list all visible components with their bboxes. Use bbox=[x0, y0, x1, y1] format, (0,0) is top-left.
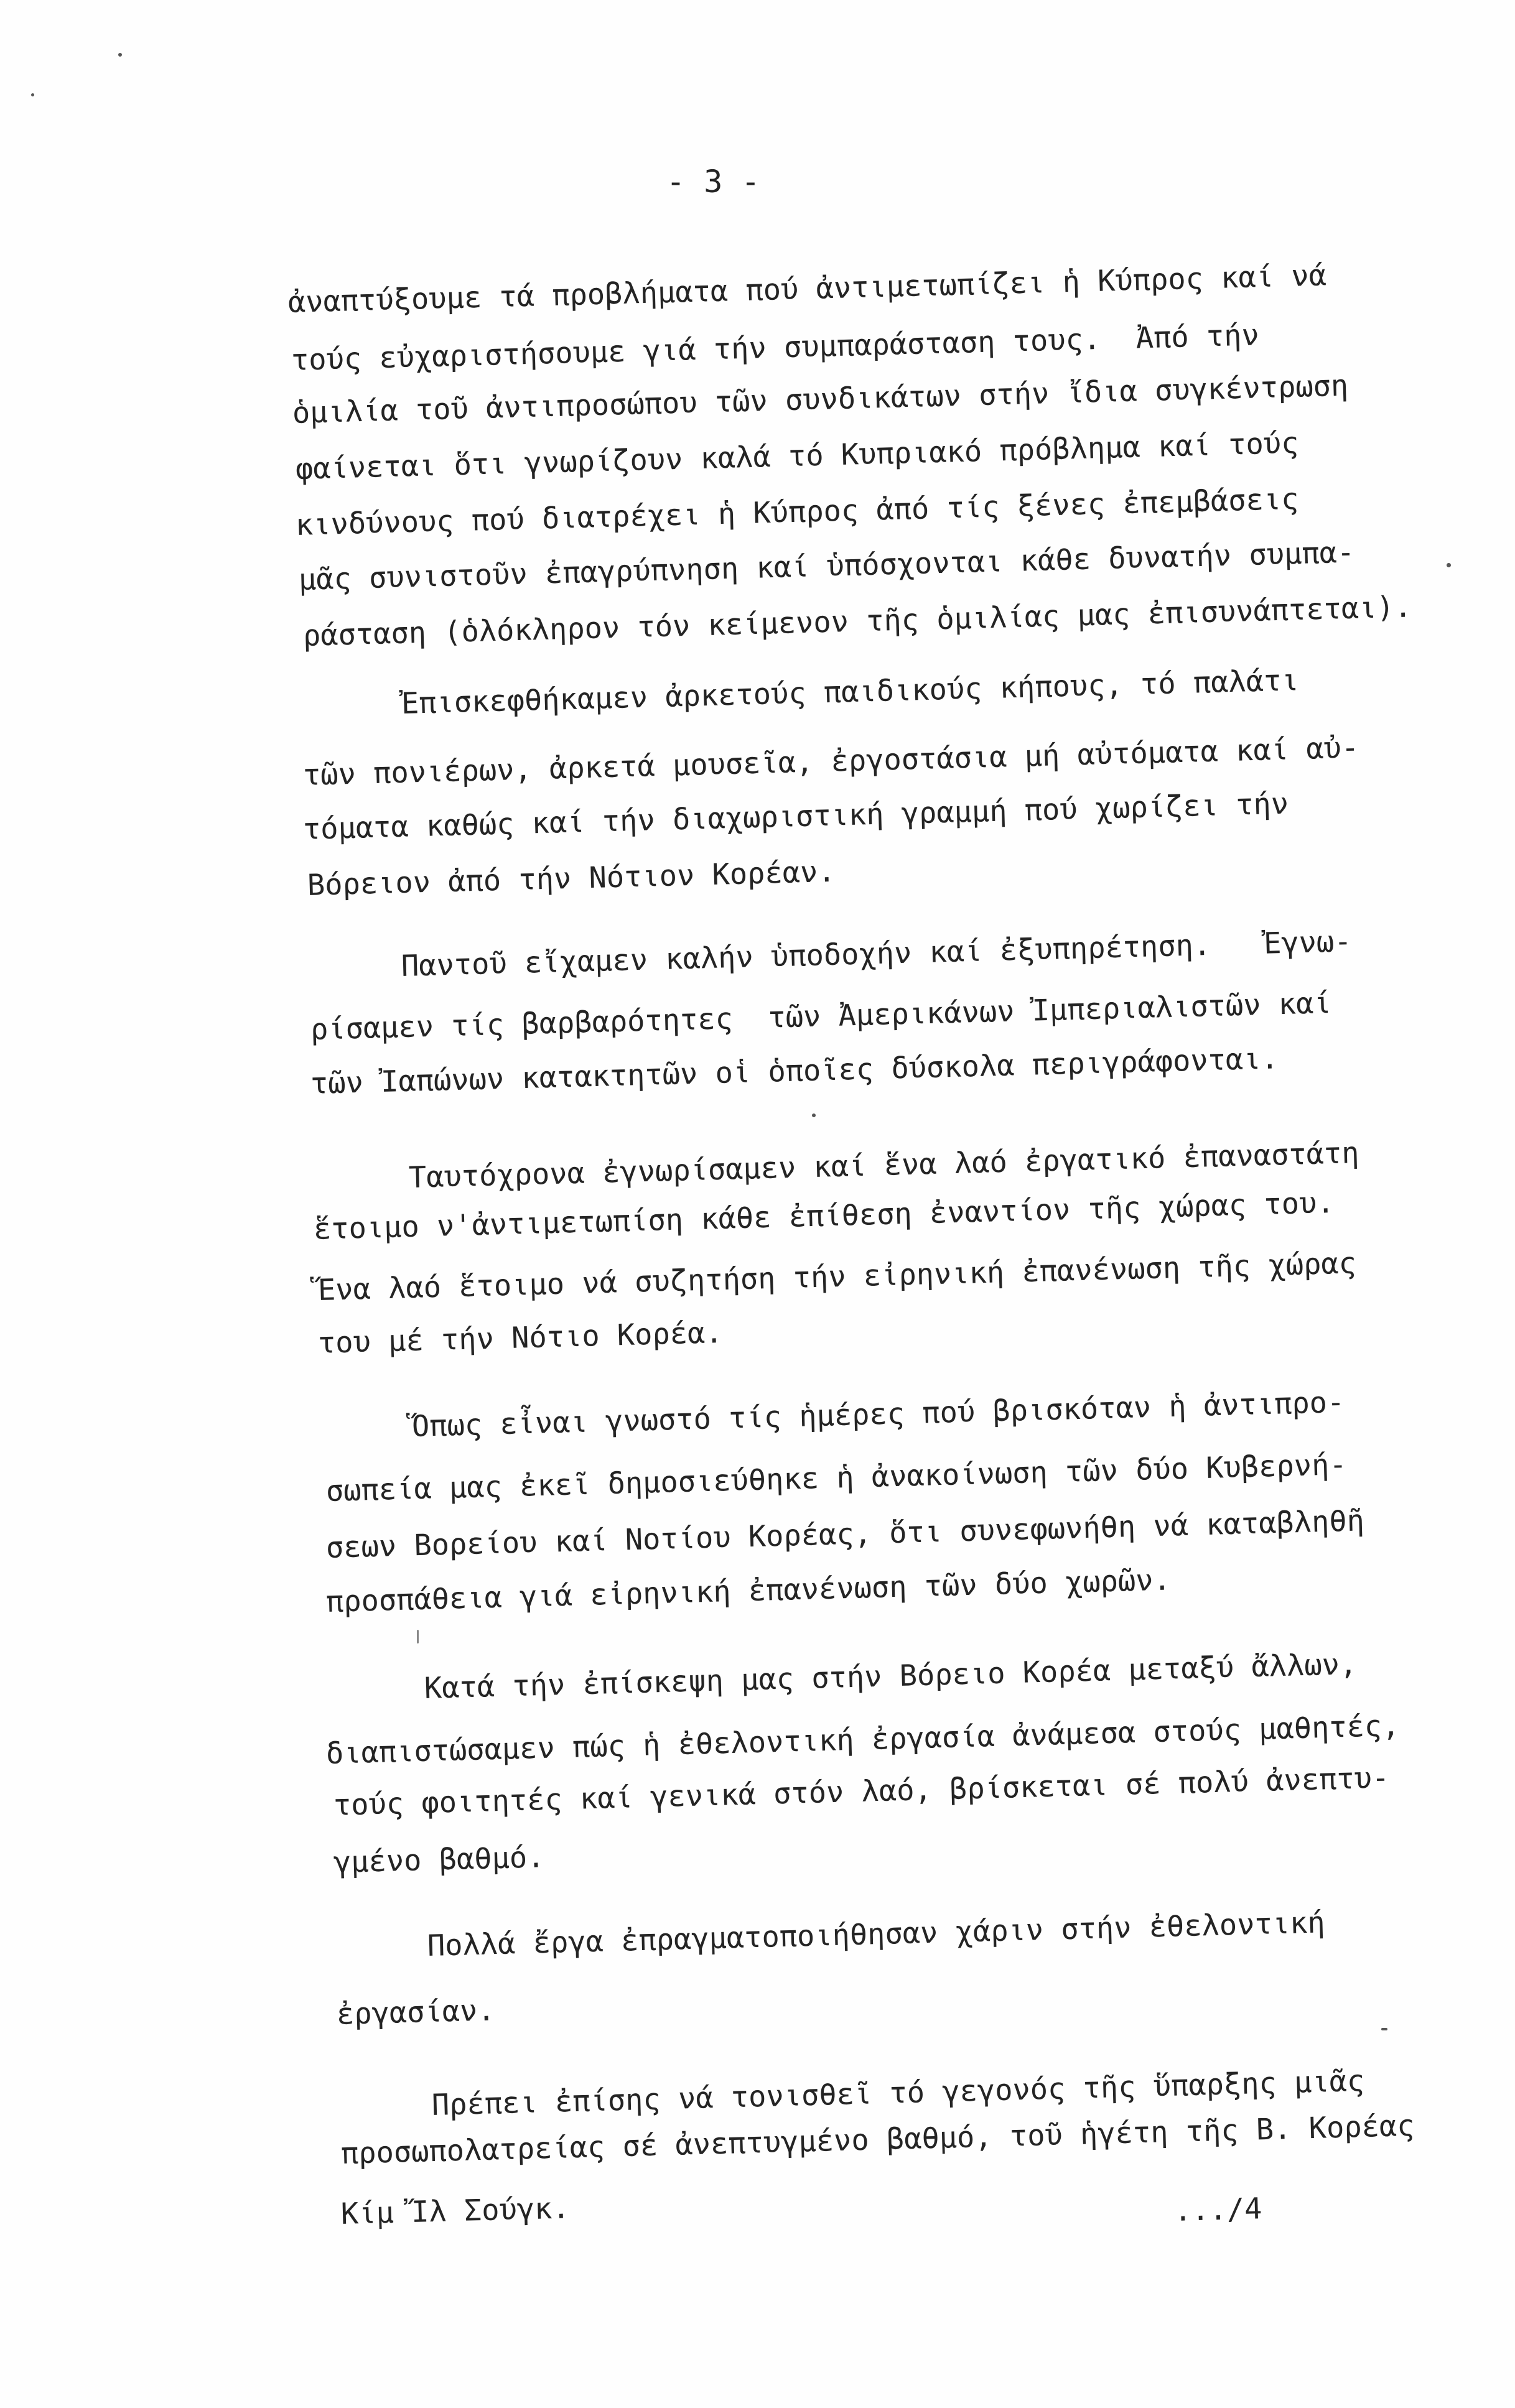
text-line: γμένο βαθμό. bbox=[333, 1840, 546, 1880]
text-line: κινδύνους πού διατρέχει ἡ Κύπρος ἀπό τίς ξένες ἐπεμβάσεις bbox=[295, 481, 1300, 542]
text-line: διαπιστώσαμεν πώς ἡ ἐθελοντική ἐργασία ἀνάμεσα στούς μαθητές, bbox=[325, 1708, 1401, 1771]
scan-speck bbox=[118, 53, 122, 57]
scan-speck bbox=[812, 1113, 816, 1117]
text-line: του μέ τήν Νότιο Κορέα. bbox=[317, 1315, 724, 1360]
scan-speck bbox=[1447, 563, 1451, 567]
text-line: ἀναπτύξουμε τά προβλήματα πού ἀντιμετωπίζει ἡ Κύπρος καί νά bbox=[287, 258, 1327, 320]
text-line: προσωπολατρείας σέ ἀνεπτυγμένο βαθμό, τοῦ ἡγέτη τῆς Β. Κορέας bbox=[340, 2108, 1415, 2171]
text-line: μᾶς συνιστοῦν ἐπαγρύπνηση καί ὑπόσχονται κάθε δυνατήν συμπα- bbox=[298, 535, 1355, 597]
text-line: τόματα καθώς καί τήν διαχωριστική γραμμή πού χωρίζει τήν bbox=[302, 786, 1289, 847]
text-line: Βόρειον ἀπό τήν Νότιον Κορέαν. bbox=[307, 854, 836, 903]
text-line: Παντοῦ εἴχαμεν καλήν ὑποδοχήν καί ἐξυπηρέτηση. Ἐγνω- bbox=[401, 924, 1353, 983]
text-line: τῶν πονιέρων, ἀρκετά μουσεῖα, ἐργοστάσια μή αὐτόματα καί αὐ- bbox=[302, 730, 1359, 793]
scan-speck bbox=[417, 1630, 419, 1643]
text-line: Ταυτόχρονα ἐγνωρίσαμεν καί ἕνα λαό ἐργατικό ἐπαναστάτη bbox=[408, 1136, 1360, 1195]
text-line: Πρέπει ἐπίσης νά τονισθεῖ τό γεγονός τῆς ὕπαρξης μιᾶς bbox=[431, 2063, 1365, 2122]
text-line: Ἐπισκεφθήκαμεν ἀρκετούς παιδικούς κήπους, τό παλάτι bbox=[401, 663, 1300, 721]
page-number: - 3 - bbox=[666, 164, 760, 200]
text-line: τούς εὐχαριστήσουμε γιά τήν συμπαράσταση τους. Ἀπό τήν bbox=[291, 318, 1260, 378]
text-line: προσπάθεια γιά εἰρηνική ἐπανένωση τῶν δύο χωρῶν. bbox=[325, 1563, 1172, 1619]
text-line: Ἕνα λαό ἕτοιμο νά συζητήση τήν εἰρηνική ἐπανένωση τῆς χώρας bbox=[317, 1246, 1357, 1308]
text-line: σεων Βορείου καί Νοτίου Κορέας, ὅτι συνεφωνήθη νά καταβληθῆ bbox=[325, 1504, 1365, 1565]
text-line: ρίσαμεν τίς βαρβαρότητες τῶν Ἀμερικάνων Ἰμπεριαλιστῶν καί bbox=[310, 986, 1332, 1047]
text-line: ἐργασίαν. bbox=[336, 1993, 496, 2032]
text-line: σωπεία μας ἐκεῖ δημοσιεύθηκε ἡ ἀνακοίνωση τῶν δύο Κυβερνή- bbox=[325, 1448, 1348, 1508]
text-line: ὁμιλία τοῦ ἀντιπροσώπου τῶν συνδικάτων στήν ἴδια συγκέντρωση bbox=[292, 368, 1349, 430]
text-line: Ὅπως εἶναι γνωστό τίς ἡμέρες πού βρισκόταν ἡ ἀντιπρο- bbox=[411, 1385, 1345, 1444]
scan-speck bbox=[1381, 2028, 1387, 2030]
scan-speck bbox=[31, 93, 34, 96]
text-line: Κίμ Ἴλ Σούγκ. bbox=[340, 2191, 571, 2231]
text-line: Πολλά ἔργα ἐπραγματοποιήθησαν χάριν στήν ἐθελοντική bbox=[427, 1905, 1326, 1963]
text-line: τούς φοιτητές καί γενικά στόν λαό, βρίσκεται σέ πολύ ἀνεπτυ- bbox=[333, 1760, 1390, 1823]
text-line: Κατά τήν ἐπίσκεψη μας στήν Βόρειο Κορέα μεταξύ ἄλλων, bbox=[424, 1647, 1358, 1706]
text-line: ράσταση (ὁλόκληρον τόν κείμενον τῆς ὁμιλίας μας ἐπισυνάπτεται). bbox=[302, 590, 1412, 653]
continuation-marker: .../4 bbox=[1173, 2192, 1263, 2228]
text-line: φαίνεται ὅτι γνωρίζουν καλά τό Κυπριακό πρόβλημα καί τούς bbox=[295, 425, 1300, 486]
text-line: τῶν Ἰαπώνων κατακτητῶν οἱ ὁποῖες δύσκολα περιγράφονται. bbox=[310, 1041, 1279, 1101]
text-line: ἕτοιμο ν'ἀντιμετωπίση κάθε ἐπίθεση ἐναντίον τῆς χώρας του. bbox=[313, 1186, 1335, 1247]
